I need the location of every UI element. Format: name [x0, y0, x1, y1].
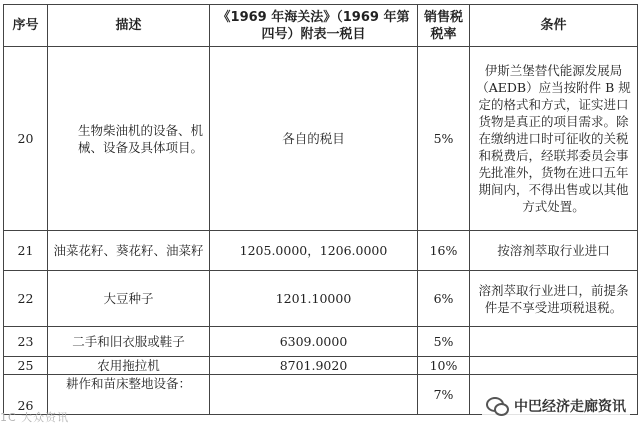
- cell-description: 生物柴油机的设备、机械、设备及具体项目。: [48, 47, 210, 231]
- cell-description: 农用拖拉机: [48, 357, 210, 375]
- cell-condition: [470, 357, 638, 375]
- cell-tariff: 8701.9020: [210, 357, 418, 375]
- cell-rate: 5%: [418, 327, 470, 357]
- cell-condition: 溶剂萃取行业进口，前提条件是不享受进项税退税。: [470, 271, 638, 327]
- header-rate: 销售税税率: [418, 5, 470, 47]
- cell-description: 油菜花籽、葵花籽、油菜籽: [48, 231, 210, 271]
- header-serial: 序号: [4, 5, 48, 47]
- cell-condition: 按溶剂萃取行业进口: [470, 231, 638, 271]
- table-row: [4, 47, 638, 231]
- cell-tariff: 各自的税目: [210, 47, 418, 231]
- table-row: [4, 327, 638, 357]
- tax-table: [3, 4, 638, 415]
- header-tariff: 《1969 年海关法》（1969 年第四号）附表一税目: [210, 5, 418, 47]
- cell-serial: 20: [4, 47, 48, 231]
- cell-description: 耕作和苗床整地设备：: [48, 375, 210, 415]
- cell-description: 大豆种子: [48, 271, 210, 327]
- table-row: [4, 231, 638, 271]
- cell-serial: 22: [4, 271, 48, 327]
- wechat-icon: [486, 397, 508, 415]
- cell-serial: 25: [4, 357, 48, 375]
- cell-rate: 6%: [418, 271, 470, 327]
- watermark-left: 1C 大众资讯: [0, 411, 70, 424]
- table-row: [4, 271, 638, 327]
- cell-serial: 26: [4, 375, 48, 415]
- cell-tariff: 1201.10000: [210, 271, 418, 327]
- cell-tariff: 1205.0000，1206.0000: [210, 231, 418, 271]
- cell-condition: 伊斯兰堡替代能源发展局（AEDB）应当按附件 B 规定的格式和方式，证实进口货物是真正的项目需求。除在缴纳进口时可征收的关税和税费后，经联邦委员会事先批准外，货物在进口五年期间内，不得出售或以其他方式处置。: [470, 47, 638, 231]
- cell-rate: 7%: [418, 375, 470, 415]
- cell-tariff: 6309.0000: [210, 327, 418, 357]
- header-row: [4, 5, 638, 47]
- cell-rate: 10%: [418, 357, 470, 375]
- header-condition: 条件: [470, 5, 638, 47]
- cell-rate: 16%: [418, 231, 470, 271]
- cell-condition: [470, 327, 638, 357]
- cell-serial: 23: [4, 327, 48, 357]
- cell-rate: 5%: [418, 47, 470, 231]
- cell-description: 二手和旧衣服或鞋子: [48, 327, 210, 357]
- table-row: [4, 357, 638, 375]
- watermark-right: [482, 394, 630, 418]
- header-description: 描述: [48, 5, 210, 47]
- cell-tariff: [210, 375, 418, 415]
- cell-serial: 21: [4, 231, 48, 271]
- watermark-right-text: 中巴经济走廊资讯: [514, 399, 626, 415]
